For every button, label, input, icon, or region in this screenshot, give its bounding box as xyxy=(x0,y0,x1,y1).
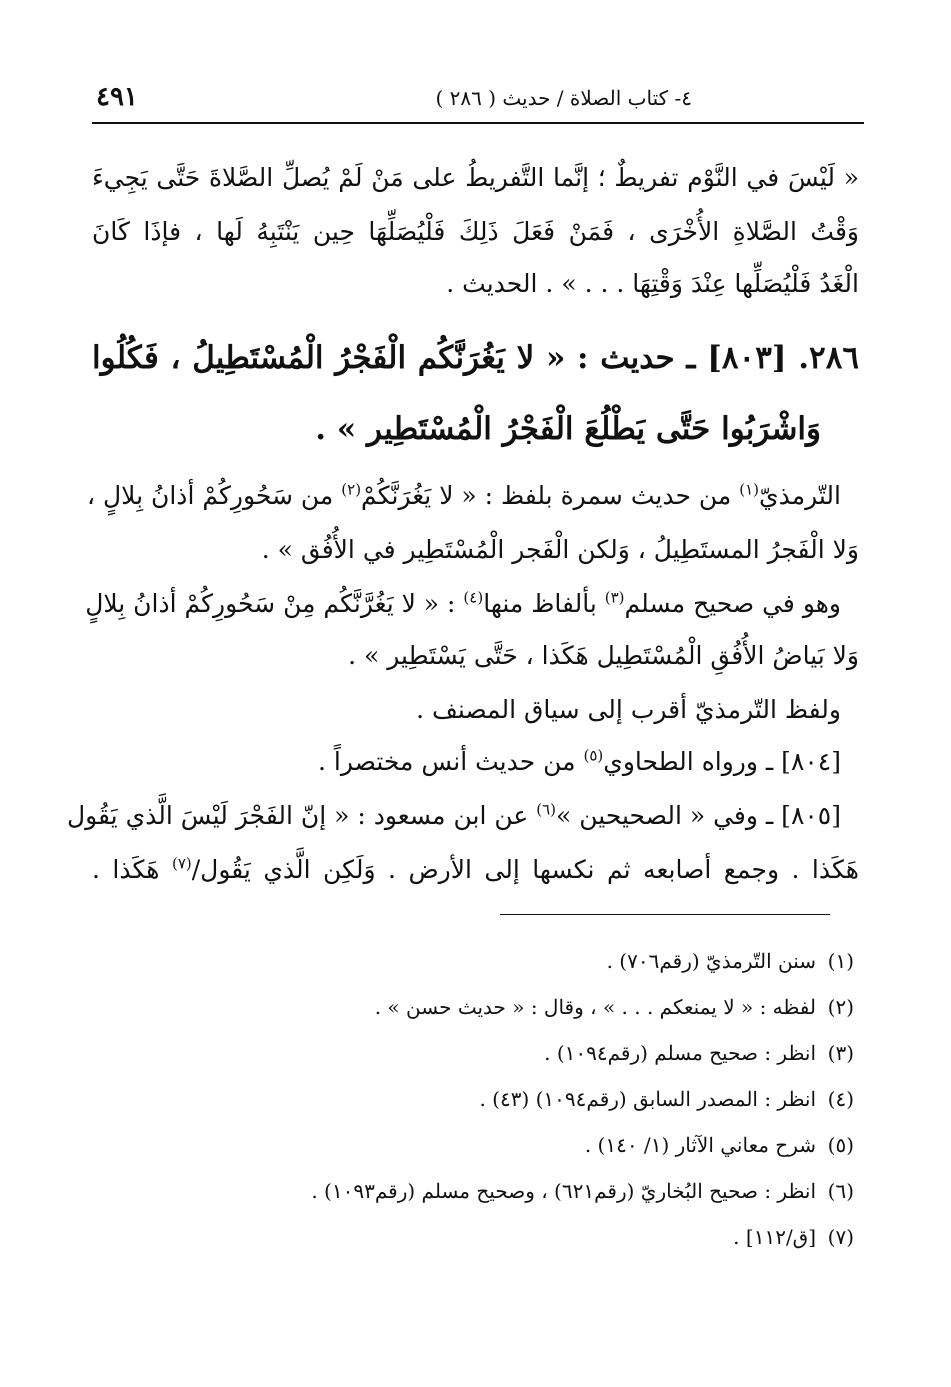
footnote-ref-5: (٥) xyxy=(583,746,604,765)
running-title: ٤- كتاب الصلاة / حديث ( ٢٨٦ ) xyxy=(435,86,692,110)
footnote-separator xyxy=(500,914,830,915)
footnote-number: (٤) xyxy=(827,1087,854,1111)
footnote-text: شرح معاني الآثار (١/ ١٤٠) . xyxy=(584,1133,816,1157)
footnote-number: (٣) xyxy=(827,1041,854,1065)
header-rule xyxy=(92,122,864,124)
paragraph-3: ولفظ التّرمذيّ أقرب إلى سياق المصنف . xyxy=(416,695,841,724)
hadith-heading-line-2: وَاشْرَبُوا حَتَّى يَطْلُعَ الْفَجْرُ الْمُسْتَطِير » . xyxy=(315,411,821,447)
page-header xyxy=(92,82,862,118)
quote-line-3: الْغَدُ فَلْيُصَلِّها عِنْدَ وَقْتِهَا . . . » . الحديث . xyxy=(446,269,859,298)
footnote-text: لفظه : « لا يمنعكم . . . » ، وقال : « حديث حسن » . xyxy=(374,995,816,1019)
footnote-number: (٥) xyxy=(827,1133,854,1157)
paragraph-5-line-2: هَكَذا . وجمع أصابعه ثم نكسها إلى الأرض . وَلَكِن الَّذي يَقُول/$^{(٧)}$ هَكَذا . xyxy=(92,854,859,884)
footnote-6 xyxy=(311,1176,854,1206)
footnote-text: انظر : صحيح مسلم (رقم١٠٩٤) . xyxy=(544,1041,816,1065)
paragraph-1-line-1: التّرمذيّ$^{(١)}$ من حديث سمرة بلفظ : « لا يَغُرَنَّكُمْ$^{(٢)}$ من سَحُورِكُمْ أذانُ بِلالٍ ، xyxy=(87,480,841,510)
footnote-number: (١) xyxy=(827,949,854,973)
footnote-4 xyxy=(479,1084,854,1114)
footnote-number: (٢) xyxy=(827,995,854,1019)
page-number: ٤٩١ xyxy=(96,82,138,112)
quote-line-2: وَقْتُ الصَّلاةِ الأُخْرَى ، فَمَنْ فَعَلَ ذَلِكَ فَلْيُصَلِّهَا حِين يَنْتَبِهُ لَها ، فإذَا كَانَ xyxy=(92,217,859,246)
footnote-1 xyxy=(607,946,854,976)
footnote-ref-2: (٢) xyxy=(341,480,362,499)
hadith-heading-line-1: ٢٨٦. [٨٠٣] ـ حديث : « لا يَغُرَنَّكُم الْفَجْرُ الْمُسْتَطِيلُ ، فَكُلُوا xyxy=(92,340,859,376)
footnote-number: (٦) xyxy=(827,1179,854,1203)
paragraph-2-line-2: وَلا بَياضُ الأُفُقِ الْمُسْتَطِيل هَكَذا ، حَتَّى يَسْتَطِير » . xyxy=(348,641,859,670)
footnote-text: انظر : المصدر السابق (رقم١٠٩٤) (٤٣) . xyxy=(479,1087,816,1111)
footnote-ref-1: (١) xyxy=(739,480,760,499)
paragraph-4: [٨٠٤] ـ ورواه الطحاوي$^{(٥)}$ من حديث أنس مختصراً . xyxy=(318,746,841,776)
footnote-text: [ق/١١٢] . xyxy=(733,1225,816,1249)
footnote-5 xyxy=(585,1130,854,1160)
footnote-3 xyxy=(544,1038,854,1068)
footnote-ref-3: (٣) xyxy=(604,588,625,607)
quote-line-1: « لَيْسَ في النَّوْم تفريطٌ ؛ إنَّما التَّفريطُ على مَنْ لَمْ يُصلِّ الصَّلاةَ حَتَّى يَجِيءَ xyxy=(92,163,859,192)
footnote-number: (٧) xyxy=(827,1225,854,1249)
paragraph-1-line-2: وَلا الْفَجرُ المستَطِيلُ ، وَلكن الْفَجر الْمُسْتَطِير في الأُفُق » . xyxy=(261,535,859,564)
footnote-ref-7: (٧) xyxy=(171,854,192,873)
paragraph-5-line-1: [٨٠٥] ـ وفي « الصحيحين »$^{(٦)}$ عن ابن مسعود : « إنّ الفَجْرَ لَيْسَ الَّذي يَقُول xyxy=(66,800,841,830)
footnote-2 xyxy=(375,992,854,1022)
footnote-ref-6: (٦) xyxy=(536,800,557,819)
footnote-text: سنن التّرمذيّ (رقم٧٠٦) . xyxy=(606,949,816,973)
footnote-ref-4: (٤) xyxy=(463,588,484,607)
footnote-7 xyxy=(733,1222,854,1252)
paragraph-2-line-1: وهو في صحيح مسلم$^{(٣)}$ بألفاظ منها$^{(٤)}$ : « لا يَغُرَّنَّكُم مِنْ سَحُورِكُمْ أذانُ بِلالٍ xyxy=(85,588,841,618)
footnote-text: انظر : صحيح البُخاريّ (رقم٦٢١) ، وصحيح مسلم (رقم١٠٩٣) . xyxy=(311,1179,816,1203)
